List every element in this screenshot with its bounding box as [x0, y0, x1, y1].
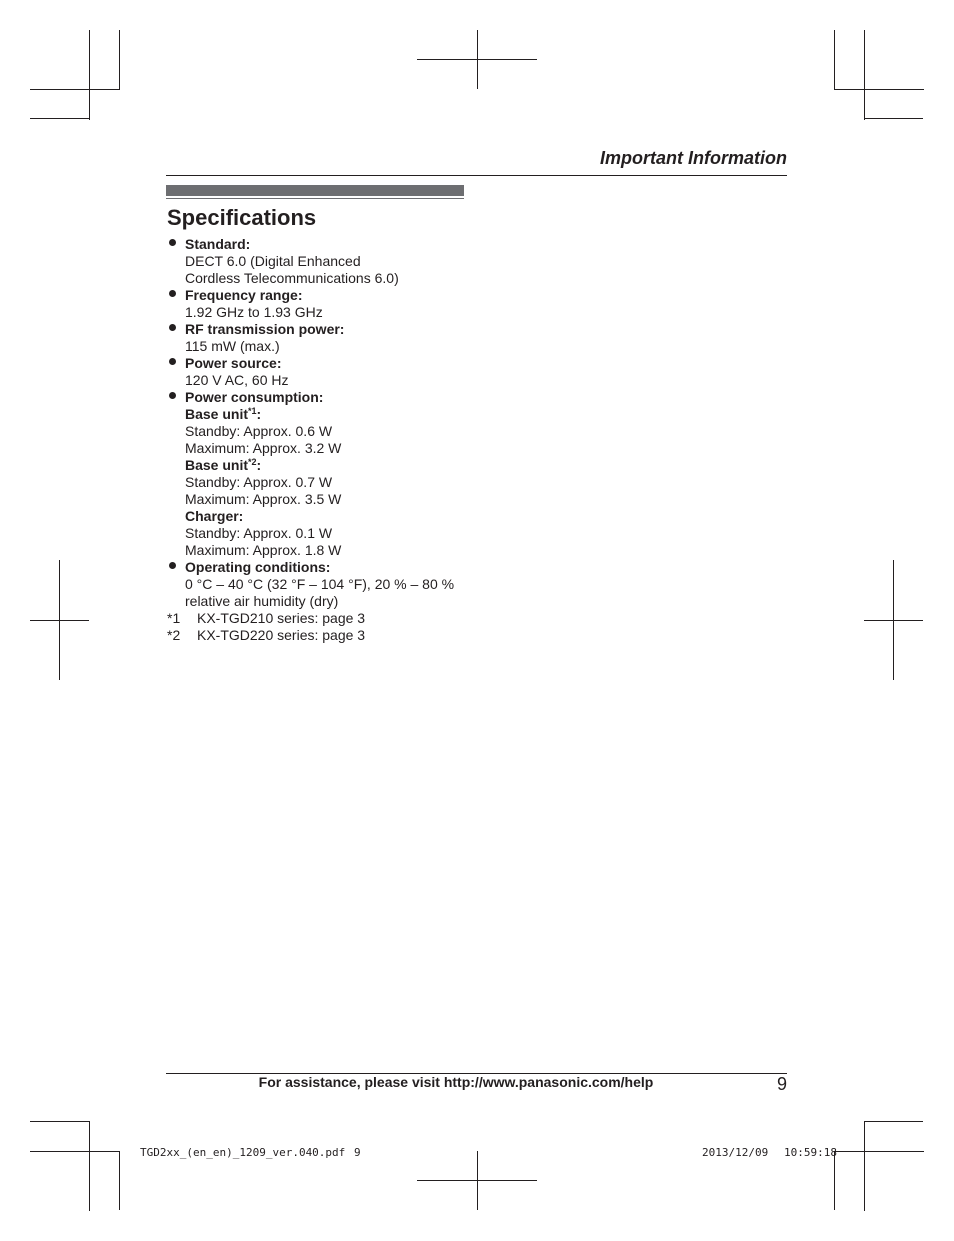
- base-unit-2-label: Base unit$^{*2}$:: [185, 457, 262, 473]
- spec-label: Standard:: [185, 236, 251, 252]
- footer-assistance-text: For assistance, please visit http://www.panasonic.com/help: [258, 1074, 654, 1090]
- spec-label: Power source:: [185, 355, 282, 371]
- header-divider: [166, 175, 787, 176]
- spec-value: Maximum: Approx. 3.2 W: [185, 440, 342, 456]
- spec-label: RF transmission power:: [185, 321, 345, 337]
- spec-rf-power: [167, 321, 487, 355]
- bullet-icon: [169, 562, 176, 569]
- spec-operating-conditions: [167, 559, 487, 610]
- spec-value: 115 mW (max.): [185, 338, 280, 354]
- section-bar-rule: [166, 198, 464, 199]
- bullet-icon: [169, 324, 176, 331]
- print-time: 10:59:18: [784, 1146, 837, 1159]
- spec-label: Power consumption:: [185, 389, 324, 405]
- footnote-text: KX-TGD220 series: page 3: [197, 627, 366, 643]
- section-header-title: Important Information: [600, 148, 787, 168]
- spec-power-source: [167, 355, 487, 389]
- spec-value: 0 °C – 40 °C (32 °F – 104 °F), 20 % – 80 %: [185, 576, 455, 592]
- section-bar: [166, 185, 464, 196]
- bullet-icon: [169, 239, 176, 246]
- spec-value: Maximum: Approx. 3.5 W: [185, 491, 342, 507]
- footnote-mark: *2: [167, 627, 181, 643]
- spec-label: Frequency range:: [185, 287, 303, 303]
- spec-value: relative air humidity (dry): [185, 593, 339, 609]
- print-date: 2013/12/09: [702, 1146, 769, 1159]
- footnote-ref: *2: [248, 457, 257, 467]
- footnote-ref: *1: [248, 406, 257, 416]
- spec-value: Standby: Approx. 0.7 W: [185, 474, 333, 490]
- spec-frequency-range: [167, 287, 487, 321]
- footnote-2: [167, 627, 487, 644]
- specifications-list: [167, 236, 487, 644]
- spec-standard: [167, 236, 487, 287]
- bullet-icon: [169, 290, 176, 297]
- spec-value: Standby: Approx. 0.6 W: [185, 423, 333, 439]
- base-unit-1-label: Base unit$^{*1}$:: [185, 406, 262, 422]
- spec-value: Cordless Telecommunications 6.0): [185, 270, 399, 286]
- footnote-1: [167, 610, 487, 627]
- spec-value: DECT 6.0 (Digital Enhanced: [185, 253, 361, 269]
- page-title: Specifications: [167, 205, 317, 230]
- spec-value: 120 V AC, 60 Hz: [185, 372, 289, 388]
- footnote-mark: *1: [167, 610, 181, 626]
- page-number: 9: [776, 1074, 787, 1094]
- bullet-icon: [169, 392, 176, 399]
- print-file-name: TGD2xx_(en_en)_1209_ver.040.pdf: [140, 1146, 346, 1159]
- charger-label: Charger:: [185, 508, 244, 524]
- spec-value: Maximum: Approx. 1.8 W: [185, 542, 342, 558]
- spec-label: Operating conditions:: [185, 559, 331, 575]
- footnote-text: KX-TGD210 series: page 3: [197, 610, 366, 626]
- print-page-number: 9: [354, 1146, 361, 1159]
- spec-power-consumption: [167, 389, 487, 559]
- spec-value: Standby: Approx. 0.1 W: [185, 525, 333, 541]
- spec-value: 1.92 GHz to 1.93 GHz: [185, 304, 323, 320]
- bullet-icon: [169, 358, 176, 365]
